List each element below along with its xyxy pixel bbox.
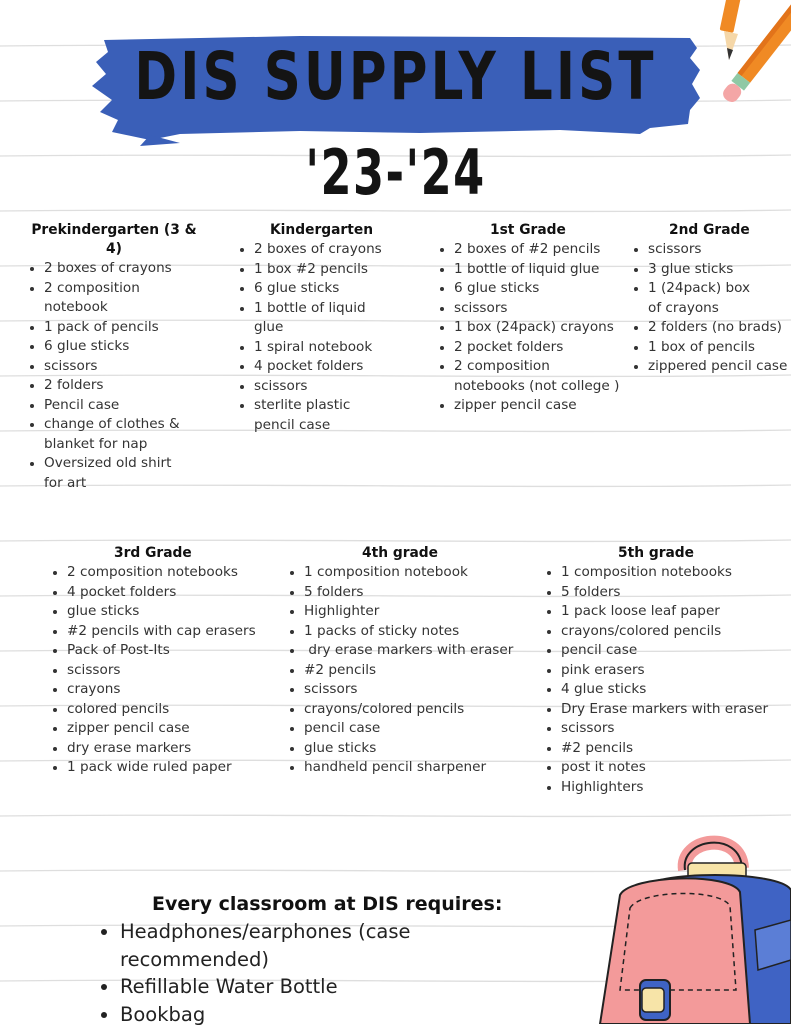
supply-list	[541, 563, 771, 797]
list-item: • 2 folders (no brads)	[648, 318, 788, 338]
supply-list	[434, 240, 624, 416]
grade-column-1st	[434, 221, 624, 416]
list-item: • 2 composition notebooks	[67, 563, 257, 583]
list-item: • crayons	[67, 680, 257, 700]
page-title: DIS SUPPLY LIST	[87, 38, 704, 115]
grade-column-2nd	[628, 221, 788, 377]
list-item: • crayons/colored pencils	[304, 700, 514, 720]
list-item: • 5 folders	[304, 583, 514, 603]
list-item: • pencil case	[561, 641, 771, 661]
list-item: • glue sticks	[67, 602, 257, 622]
grade-heading: Kindergarten	[234, 221, 399, 240]
grade-column-5th	[541, 544, 771, 797]
list-item: • Dry Erase markers with eraser	[561, 700, 771, 720]
list-item: • sterlite plastic pencil case	[254, 396, 394, 435]
list-item: • 1 pack loose leaf paper	[561, 602, 771, 622]
grade-column-3rd	[47, 544, 257, 778]
list-item: • 1 (24pack) box of crayons	[648, 279, 766, 318]
list-item: • Bookbag	[120, 1001, 550, 1028]
list-item: • pencil case	[304, 719, 514, 739]
list-item: • 1 pack of pencils	[44, 318, 204, 338]
list-item: • scissors	[44, 357, 204, 377]
list-item: • #2 pencils	[561, 739, 771, 759]
list-item: • 5 folders	[561, 583, 771, 603]
supply-list	[24, 259, 204, 493]
grade-heading: 3rd Grade	[47, 544, 257, 563]
list-item: • pink erasers	[561, 661, 771, 681]
list-item: • dry erase markers with eraser	[304, 641, 514, 661]
pencil-icon	[700, 0, 791, 140]
list-item: • 2 boxes of crayons	[254, 240, 399, 260]
grade-heading: 2nd Grade	[628, 221, 788, 240]
supply-list	[234, 240, 399, 435]
list-item: • scissors	[454, 299, 624, 319]
list-item: • 2 boxes of #2 pencils	[454, 240, 624, 260]
list-item: • 1 spiral notebook	[254, 338, 399, 358]
list-item: • 1 box of pencils	[648, 338, 788, 358]
list-item: • Pencil case	[44, 396, 204, 416]
list-item: • dry erase markers	[67, 739, 257, 759]
list-item: • 4 pocket folders	[67, 583, 257, 603]
list-item: • 1 composition notebook	[304, 563, 514, 583]
list-item: • crayons/colored pencils	[561, 622, 771, 642]
list-item: • #2 pencils with cap erasers	[67, 622, 257, 642]
list-item: • 1 box #2 pencils	[254, 260, 399, 280]
list-item: • 1 packs of sticky notes	[304, 622, 514, 642]
list-item: • 1 pack wide ruled paper	[67, 758, 257, 778]
grade-heading: 4th grade	[284, 544, 514, 563]
list-item: • 6 glue sticks	[254, 279, 399, 299]
every-classroom-heading: Every classroom at DIS requires:	[152, 890, 550, 918]
list-item: • 6 glue sticks	[44, 337, 204, 357]
list-item: • scissors	[561, 719, 771, 739]
list-item: • scissors	[254, 377, 399, 397]
list-item: • glue sticks	[304, 739, 514, 759]
list-item: • Headphones/earphones (case recommended)	[120, 918, 420, 973]
list-item: • Highlighters	[561, 778, 771, 798]
list-item: • Pack of Post-Its	[67, 641, 257, 661]
list-item: • Refillable Water Bottle	[120, 973, 550, 1001]
list-item: • 1 box (24pack) crayons	[454, 318, 624, 338]
grade-column-prek	[24, 221, 204, 493]
list-item: • post it notes	[561, 758, 771, 778]
list-item: • #2 pencils	[304, 661, 514, 681]
list-item: • colored pencils	[67, 700, 257, 720]
list-item: • Highlighter	[304, 602, 514, 622]
grade-heading: 1st Grade	[434, 221, 624, 240]
list-item: • 3 glue sticks	[648, 260, 788, 280]
supply-list	[284, 563, 514, 778]
every-classroom-section	[90, 890, 550, 1028]
grade-column-kindergarten	[234, 221, 399, 435]
grade-column-4th	[284, 544, 514, 778]
list-item: • 1 bottle of liquid glue	[454, 260, 624, 280]
list-item: • zipper pencil case	[454, 396, 624, 416]
supply-list	[628, 240, 788, 377]
list-item: • 2 boxes of crayons	[44, 259, 204, 279]
list-item: • 4 glue sticks	[561, 680, 771, 700]
list-item: • scissors	[304, 680, 514, 700]
list-item: • change of clothes & blanket for nap	[44, 415, 184, 454]
list-item: • 2 composition notebooks (not college )	[454, 357, 624, 396]
list-item: • 1 bottle of liquid glue	[254, 299, 399, 338]
grade-heading: 5th grade	[541, 544, 771, 563]
list-item: • 1 composition notebooks	[561, 563, 771, 583]
list-item: • zipper pencil case	[67, 719, 257, 739]
list-item: • 2 composition notebook	[44, 279, 162, 318]
list-item: • scissors	[648, 240, 788, 260]
list-item: • 2 folders	[44, 376, 204, 396]
list-item: • 6 glue sticks	[454, 279, 624, 299]
school-year: '23-'24	[111, 136, 681, 209]
list-item: • 2 pocket folders	[454, 338, 624, 358]
supply-list	[47, 563, 257, 778]
list-item: • handheld pencil sharpener	[304, 758, 514, 778]
list-item: • 4 pocket folders	[254, 357, 399, 377]
list-item: • Oversized old shirt for art	[44, 454, 194, 493]
list-item: • scissors	[67, 661, 257, 681]
every-classroom-list	[90, 918, 550, 1028]
list-item: • zippered pencil case	[648, 357, 788, 377]
backpack-icon	[590, 830, 791, 1024]
grade-heading: Prekindergarten (3 & 4)	[24, 221, 204, 259]
